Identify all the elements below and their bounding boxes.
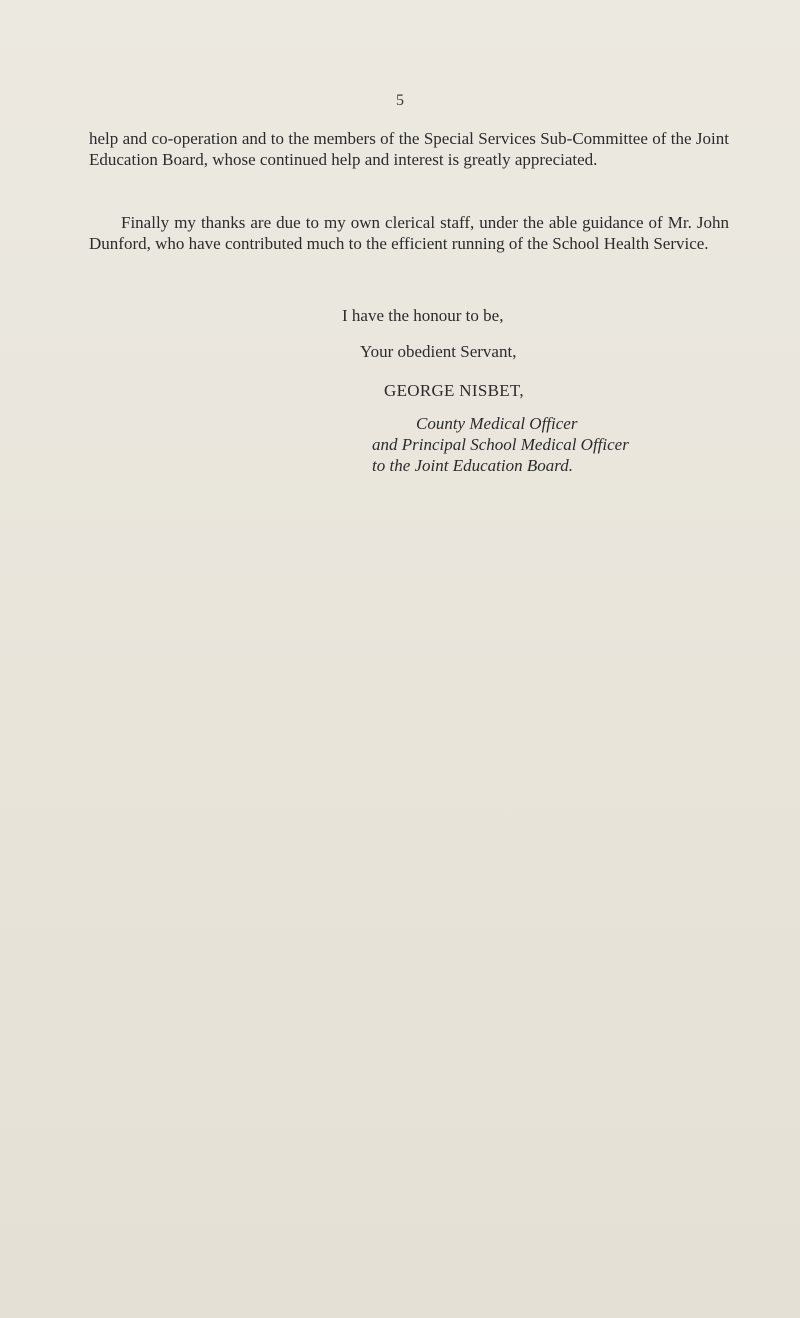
signatory-title-line: to the Joint Education Board.: [372, 456, 573, 475]
signatory-name: GEORGE NISBET,: [384, 381, 524, 400]
signatory-titles: [372, 413, 756, 476]
paragraph-acknowledgement: help and co-operation and to the members of the Special Services Sub-Committee of the Joint Education Board, whose continued help and interest is greatly appreciated.: [89, 129, 729, 169]
signatory-title-line: County Medical Officer: [416, 414, 578, 433]
paragraph-clerical-thanks: Finally my thanks are due to my own clerical staff, under the able guidance of Mr. John Dunford, who have contributed much to the efficient running of the School Health Service.: [89, 213, 729, 253]
closing-honour-line: I have the honour to be,: [342, 306, 504, 325]
page-number: 5: [396, 92, 404, 109]
closing-servant-line: Your obedient Servant,: [360, 342, 517, 361]
signatory-title-line: and Principal School Medical Officer: [372, 435, 629, 454]
